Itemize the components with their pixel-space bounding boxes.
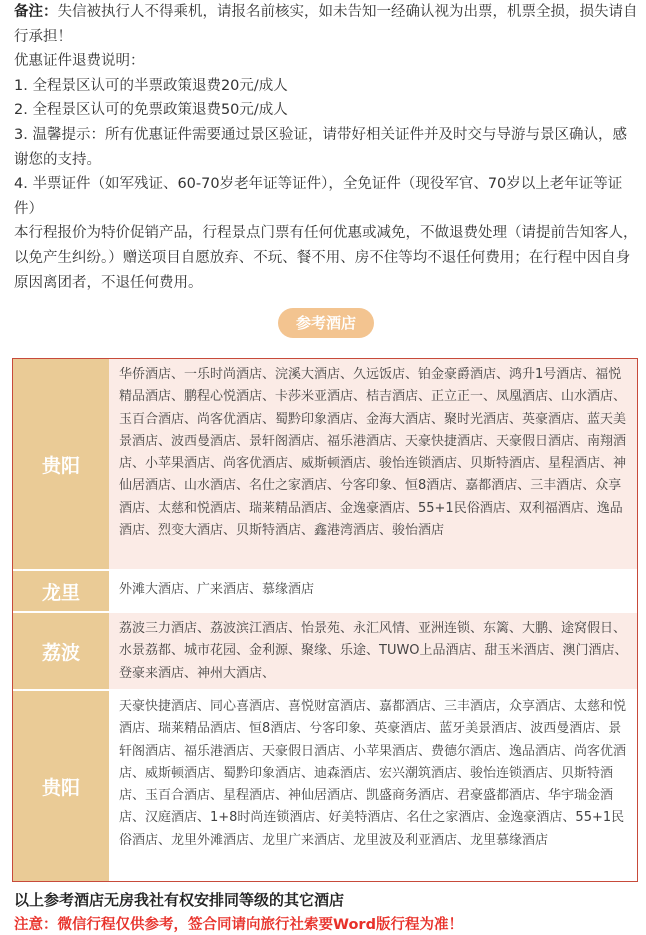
footer-note: 以上参考酒店无房我社有权安排同等级的其它酒店 — [14, 891, 345, 909]
refund-item-4: 4. 半票证件（如军残证、60-70岁老年证等证件），全免证件（现役军官、70岁以上老年证等证件） — [14, 176, 623, 217]
footer-warning: 注意：微信行程仅供参考，签合同请向旅行社索要Word版行程为准！ — [14, 917, 463, 933]
remark-label: 备注： — [14, 4, 58, 20]
remark-text: 失信被执行人不得乘机，请报名前核实，如未告知一经确认视为出票，机票全损，损失请自行承担！ — [14, 4, 638, 45]
price-note: 本行程报价为特价促销产品，行程景点门票有任何优惠或减免，不做退费处理（请提前告知客人，以免产生纠纷。）赠送项目自愿放弃、不玩、餐不用、房不住等均不退任何费用；在行程中因自身原因离团者，不退任何费用。 — [14, 225, 638, 291]
refund-item-3: 3. 温馨提示：所有优惠证件需要通过景区验证，请带好相关证件并及时交与导游与景区确认，感谢您的支持。 — [14, 126, 627, 168]
hotel-row — [13, 691, 637, 881]
hotel-list: 天豪快捷酒店、同心喜酒店、喜悦财富酒店、嘉都酒店、三丰酒店，众享酒店、太慈和悦酒店、瑞莱精品酒店、恒8酒店、兮客印象、英豪酒店、蓝牙美景酒店、波西曼酒店、景轩阁酒店、福乐港酒店、天豪假日酒店、小苹果酒店、费德尔酒店、逸品酒店、尚客优酒店、威斯顿酒店、蜀黔印象酒店、迪森酒店、宏兴潮筑酒店、骏怡连锁酒店、贝斯特酒店、玉百合酒店、星程酒店、神仙居酒店、凯盛商务酒店、君豪盛都酒店、华宇瑞金酒店、汉庭酒店、1+8时尚连锁酒店、好美特酒店、名仕之家酒店、金逸豪酒店、55+1民俗酒店、龙里外滩酒店、龙里广来酒店、龙里波及利亚酒店、龙里慕缘酒店 — [109, 691, 637, 881]
city-cell: 荔波 — [13, 613, 109, 689]
refund-title: 优惠证件退费说明： — [14, 53, 145, 70]
refund-item-2: 2. 全程景区认可的免票政策退费50元/成人 — [14, 102, 288, 119]
hotel-list: 华侨酒店、一乐时尚酒店、浣溪大酒店、久远饭店、铂金豪爵酒店、鸿升1号酒店、福悦精品酒店、鹏程心悦酒店、卡莎米亚酒店、桔吉酒店、正立正一、凤凰酒店、山水酒店、玉百合酒店、尚客优酒店、蜀黔印象酒店、金海大酒店、聚时光酒店、英豪酒店、蓝天美景酒店、波西曼酒店、景轩阁酒店、福乐港酒店、天豪快捷酒店、天豪假日酒店、南翔酒店、小苹果酒店、尚客优酒店、威斯顿酒店、骏怡连锁酒店、贝斯特酒店、星程酒店、神仙居酒店、山水酒店、名仕之家酒店、兮客印象、恒8酒店、嘉都酒店、三丰酒店、众享酒店、太慈和悦酒店、瑞莱精品酒店、金逸豪酒店、55+1民俗酒店、双利福酒店、逸品酒店、烈变大酒店、贝斯特酒店、鑫港湾酒店、骏怡酒店 — [109, 359, 637, 569]
notice-block — [14, 0, 638, 295]
hotel-row — [13, 613, 637, 689]
hotel-list: 外滩大酒店、广来酒店、慕缘酒店 — [109, 571, 637, 611]
hotel-table — [12, 358, 638, 882]
city-cell: 龙里 — [13, 571, 109, 611]
city-cell: 贵阳 — [13, 359, 109, 569]
hotel-row — [13, 571, 637, 611]
hotel-list: 荔波三力酒店、荔波滨江酒店、怡景苑、永汇风情、亚洲连锁、东篱、大鹏、途窝假日、水景荔都、城市花园、金利源、聚缘、乐途、TUWO上品酒店、甜玉米酒店、澳门酒店、登豪来酒店、神州大酒店、 — [109, 613, 637, 689]
section-title-badge: 参考酒店 — [278, 308, 374, 338]
hotel-row — [13, 359, 637, 569]
remark-paragraph — [14, 0, 638, 49]
refund-item-1: 1. 全程景区认可的半票政策退费20元/成人 — [14, 77, 288, 94]
city-cell: 贵阳 — [13, 691, 109, 881]
